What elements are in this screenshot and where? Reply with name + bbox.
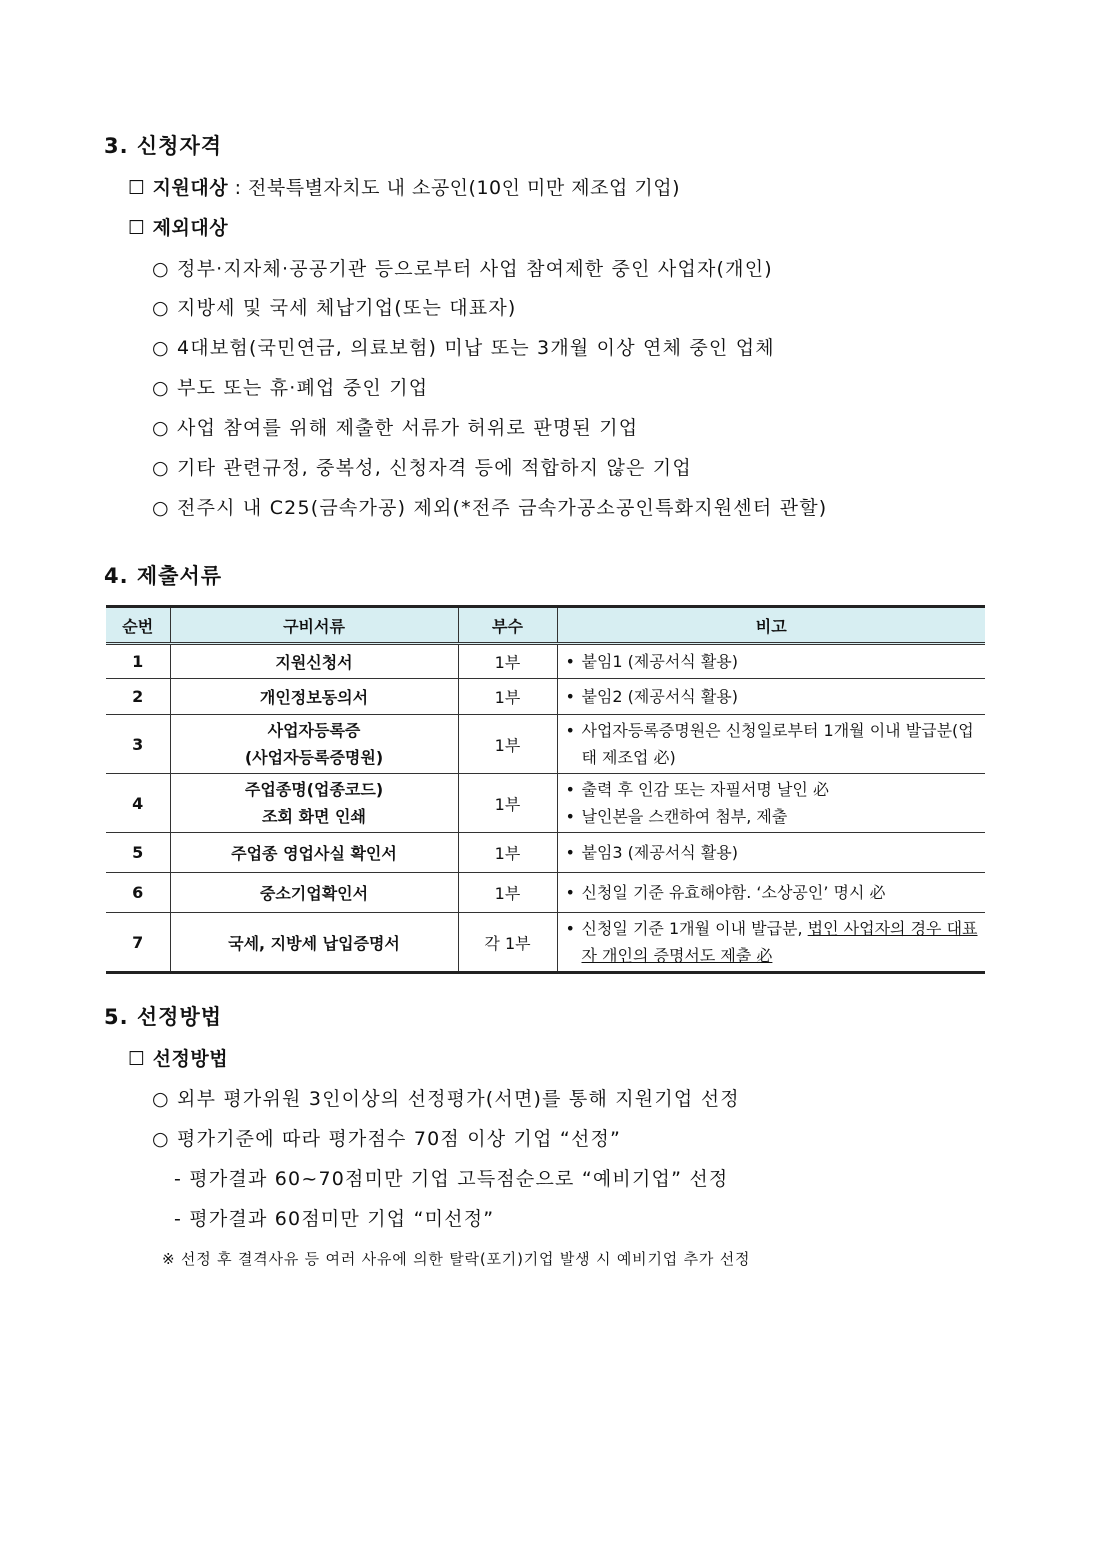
exclusion-item: ○ 4대보험(국민연금, 의료보험) 미납 또는 3개월 이상 연체 중인 업체 xyxy=(152,337,775,359)
selection-sub-item: - 평가결과 60~70점미만 기업 고득점순으로 “예비기업” 선정 xyxy=(174,1168,729,1190)
section-3-heading: 3. 신청자격 xyxy=(104,134,223,158)
note-text: 붙임3 (제공서식 활용) xyxy=(581,843,738,862)
table-row: 7 국세, 지방세 납입증명서 각 1부 • 신청일 기준 1개월 이내 발급분, 법인 사업자의 경우 대표자 개인의 증명서도 제출 必 xyxy=(106,913,985,973)
table-row: 4 주업종명(업종코드) 조회 화면 인쇄 1부 • 출력 후 인감 또는 자필서명 날인 必 • 날인본을 스캔하여 첨부, 제출 xyxy=(106,774,985,833)
exclusion-item: ○ 전주시 내 C25(금속가공) 제외(*전주 금속가공소공인특화지원센터 관할) xyxy=(152,497,828,519)
col-header-notes: 비고 xyxy=(557,607,985,644)
selection-method-label: ☐ 선정방법 xyxy=(128,1048,229,1070)
selection-item: ○ 평가기준에 따라 평가점수 70점 이상 기업 “선정” xyxy=(152,1128,622,1150)
table-row: 5 주업종 영업사실 확인서 1부 • 붙임3 (제공서식 활용) xyxy=(106,833,985,873)
col-header-copies: 부수 xyxy=(458,607,557,644)
table-header-row xyxy=(106,607,985,644)
section-4-heading: 4. 제출서류 xyxy=(104,564,223,588)
exclusion-item: ○ 사업 참여를 위해 제출한 서류가 허위로 판명된 기업 xyxy=(152,417,639,439)
selection-note: ※ 선정 후 결격사유 등 여러 사유에 의한 탈락(포기)기업 발생 시 예비기업 추가 선정 xyxy=(162,1250,751,1268)
note-underlined-text: 법인 사업자의 경우 대표자 개인의 증명서도 제출 必 xyxy=(581,919,978,965)
exclusion-item: ○ 지방세 및 국세 체납기업(또는 대표자) xyxy=(152,297,517,319)
section-5-heading: 5. 선정방법 xyxy=(104,1005,223,1029)
col-header-document: 구비서류 xyxy=(170,607,458,644)
support-target-label: ☐ 지원대상 xyxy=(128,177,229,199)
col-header-no: 순번 xyxy=(106,607,170,644)
selection-item: ○ 외부 평가위원 3인이상의 선정평가(서면)를 통해 지원기업 선정 xyxy=(152,1088,740,1110)
exclusion-item: ○ 정부·지자체·공공기관 등으로부터 사업 참여제한 중인 사업자(개인) xyxy=(152,258,773,280)
selection-sub-item: - 평가결과 60점미만 기업 “미선정” xyxy=(174,1208,495,1230)
table-row: 6 중소기업확인서 1부 • 신청일 기준 유효해야함. ‘소상공인’ 명시 必 xyxy=(106,873,985,913)
exclusion-item: ○ 부도 또는 휴·폐업 중인 기업 xyxy=(152,377,429,399)
table-row: 1 지원신청서 1부 • 붙임1 (제공서식 활용) xyxy=(106,644,985,679)
support-target-line xyxy=(128,173,680,200)
table-row: 3 사업자등록증 (사업자등록증명원) 1부 • 사업자등록증명원은 신청일로부터 1개월 이내 발급분(업태 제조업 必) xyxy=(106,715,985,774)
note-text: 날인본을 스캔하여 첨부, 제출 xyxy=(581,807,788,826)
support-target-text: : 전북특별자치도 내 소공인(10인 미만 제조업 기업) xyxy=(228,177,680,199)
note-text: 붙임1 (제공서식 활용) xyxy=(581,652,738,671)
required-documents-table xyxy=(106,605,985,974)
note-text: 신청일 기준 유효해야함. ‘소상공인’ 명시 必 xyxy=(581,883,886,902)
note-text: 신청일 기준 1개월 이내 발급분, xyxy=(581,919,808,938)
note-text: 붙임2 (제공서식 활용) xyxy=(581,687,738,706)
exclusion-item: ○ 기타 관련규정, 중복성, 신청자격 등에 적합하지 않은 기업 xyxy=(152,457,692,479)
note-text: 출력 후 인감 또는 자필서명 날인 必 xyxy=(581,780,829,799)
table-row: 2 개인정보동의서 1부 • 붙임2 (제공서식 활용) xyxy=(106,679,985,715)
note-text: 사업자등록증명원은 신청일로부터 1개월 이내 발급분(업태 제조업 必) xyxy=(581,721,974,767)
exclusion-label: ☐ 제외대상 xyxy=(128,217,229,239)
